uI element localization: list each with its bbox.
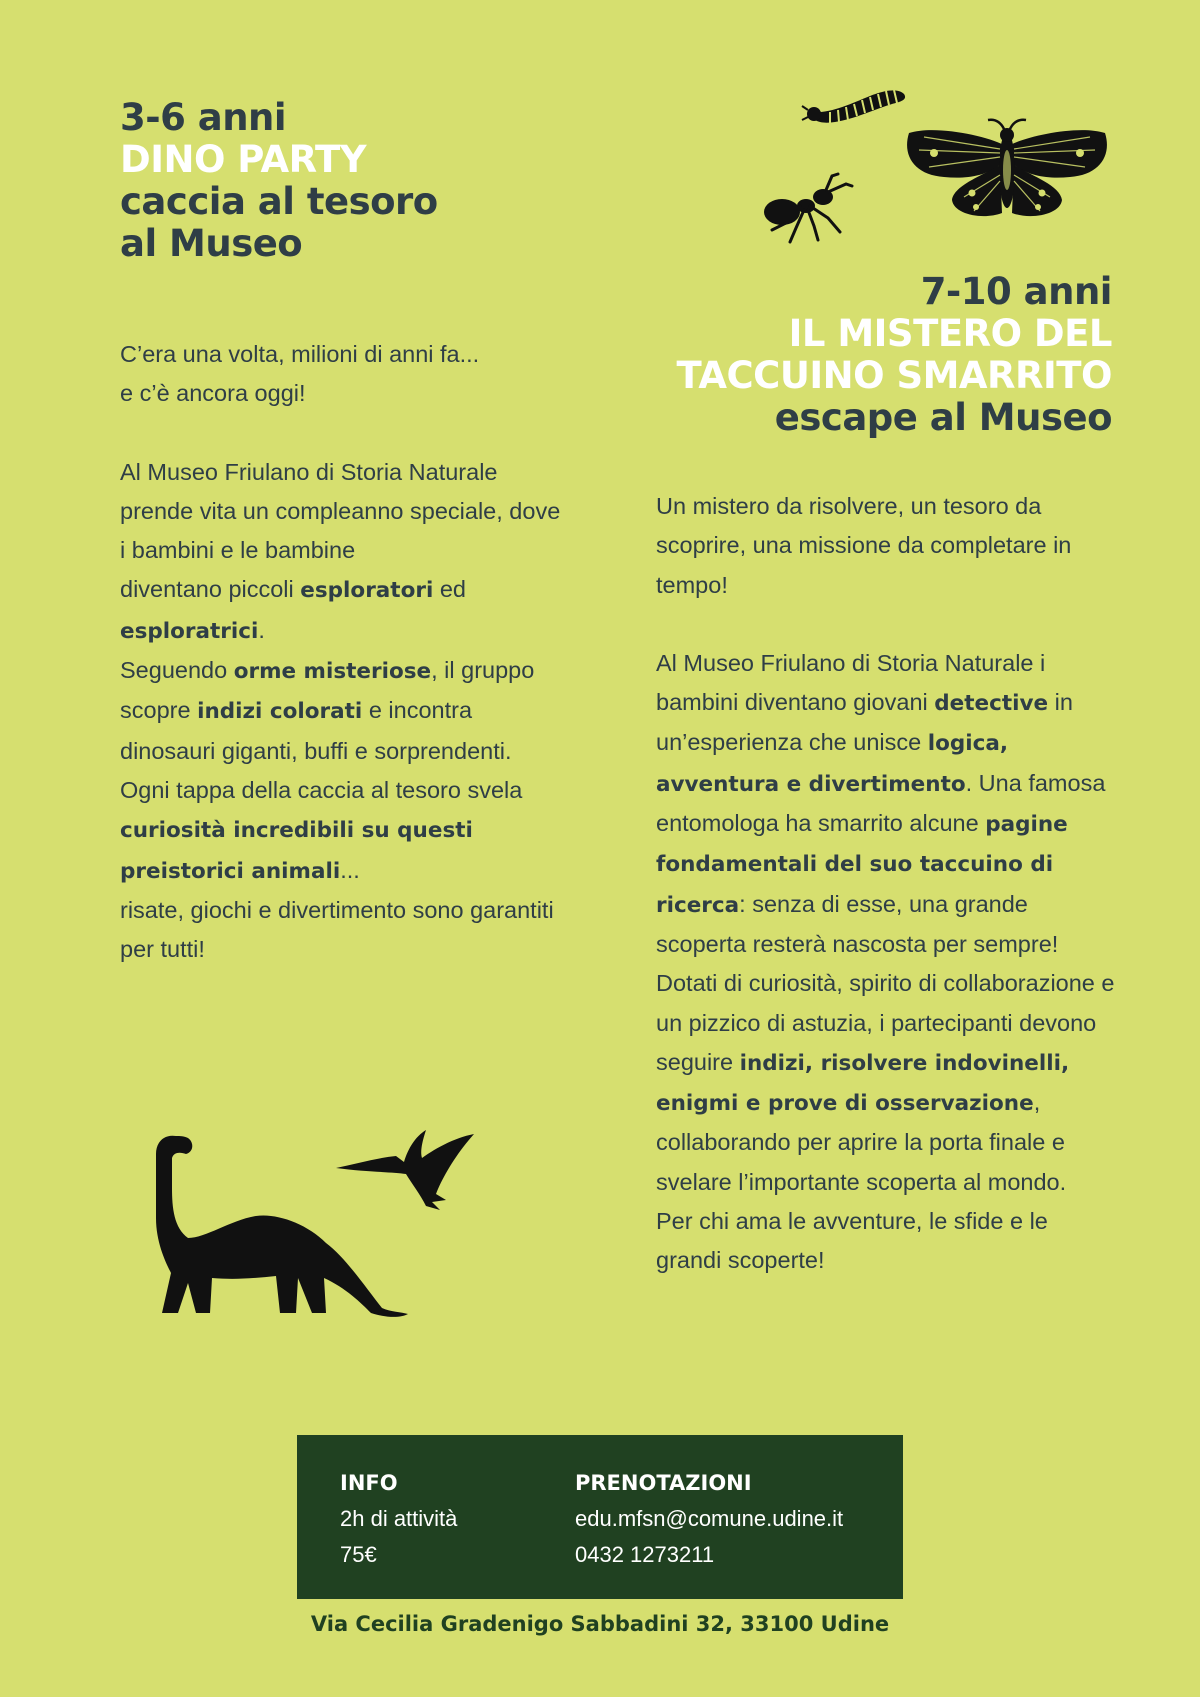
left-intro-line1: C’era una volta, milioni di anni fa... [120, 341, 480, 367]
left-description [120, 335, 565, 1008]
text: Al Museo Friulano di Storia Naturale i bambini diventano giovani [656, 649, 1046, 716]
text: Per chi ama le avventure, le sfide e le grandi scoperte! [656, 1208, 1048, 1274]
left-subtitle-line1: caccia al tesoro [120, 180, 438, 223]
bold-text: indizi, risolvere indovinelli, enigmi e prove di osservazione [656, 1050, 1070, 1117]
price: 75€ [340, 1542, 377, 1567]
pterodactyl-icon [336, 1128, 476, 1228]
right-program-title-line1: IL MISTERO DEL [788, 312, 1112, 355]
right-section-title [560, 271, 1112, 439]
text: in un’esperienza che unisce [656, 689, 1073, 756]
bold-text: indizi colorati [197, 699, 363, 725]
bold-text: detective [934, 691, 1049, 717]
bold-text: logica, avventura e divertimento [656, 731, 1009, 797]
millipede-icon [800, 84, 910, 129]
text: Seguendo [120, 657, 234, 684]
text: , collaborando per aprire la porta finale e svelare l’importante scoperta al mondo. [656, 1089, 1067, 1195]
text: : senza di esse, una grande scoperta resterà nascosta per sempre! Dotati di curiosità, spirito di collaborazione e un pizzico di astuzia, i partecipanti devono seguire [656, 890, 1115, 1075]
booking-email-link[interactable]: edu.mfsn@comune.udine.it [575, 1506, 844, 1531]
left-section-title [120, 97, 580, 265]
text: ed [433, 576, 466, 603]
text: . [258, 616, 265, 643]
text: , il gruppo scopre [120, 657, 535, 724]
bold-text: curiosità incredibili su questi preistorici animali [120, 818, 473, 884]
left-intro [120, 335, 565, 414]
right-age-label: 7-10 anni [920, 270, 1112, 313]
text: e incontra dinosauri giganti, buffi e sorprendenti. Ogni tappa della caccia al tesoro svela [120, 697, 523, 803]
info-box [297, 1435, 903, 1599]
left-subtitle-line2: al Museo [120, 222, 303, 265]
booking-phone[interactable]: 0432 1273211 [575, 1542, 715, 1567]
text: ... [340, 856, 360, 883]
booking-column [575, 1465, 843, 1573]
text: . Una famosa entomologa ha smarrito alcune [656, 769, 1106, 837]
bold-text: esploratrici [120, 618, 259, 644]
right-intro: Un mistero da risolvere, un tesoro da scoprire, una missione da completare in tempo! [656, 493, 1072, 598]
text: diventano piccoli [120, 576, 301, 603]
bold-text: pagine fondamentali del suo taccuino di ricerca [656, 812, 1068, 918]
right-description [656, 487, 1116, 1320]
right-subtitle: escape al Museo [774, 396, 1112, 439]
booking-label: PRENOTAZIONI [575, 1471, 752, 1495]
text: risate, giochi e divertimento sono garantiti per tutti! [120, 896, 554, 963]
bold-text: orme misteriose [233, 659, 432, 685]
left-age-label: 3-6 anni [120, 96, 287, 139]
right-body-paragraph [656, 644, 1116, 1281]
left-intro-line2: e c’è ancora oggi! [120, 380, 306, 407]
right-program-title-line2: TACCUINO SMARRITO [676, 354, 1112, 397]
text: Al Museo Friulano di Storia Naturale prende vita un compleanno speciale, dove i bambini e le bambine [120, 458, 561, 564]
left-program-title: DINO PARTY [120, 138, 366, 181]
left-body-paragraph [120, 453, 565, 970]
bold-text: esploratori [300, 578, 434, 604]
moth-icon [904, 115, 1110, 225]
duration: 2h di attività [340, 1506, 458, 1531]
info-column [340, 1465, 457, 1573]
info-label: INFO [340, 1471, 398, 1495]
address: Via Cecilia Gradenigo Sabbadini 32, 33100 Udine [310, 1612, 890, 1636]
ant-icon [760, 170, 855, 245]
